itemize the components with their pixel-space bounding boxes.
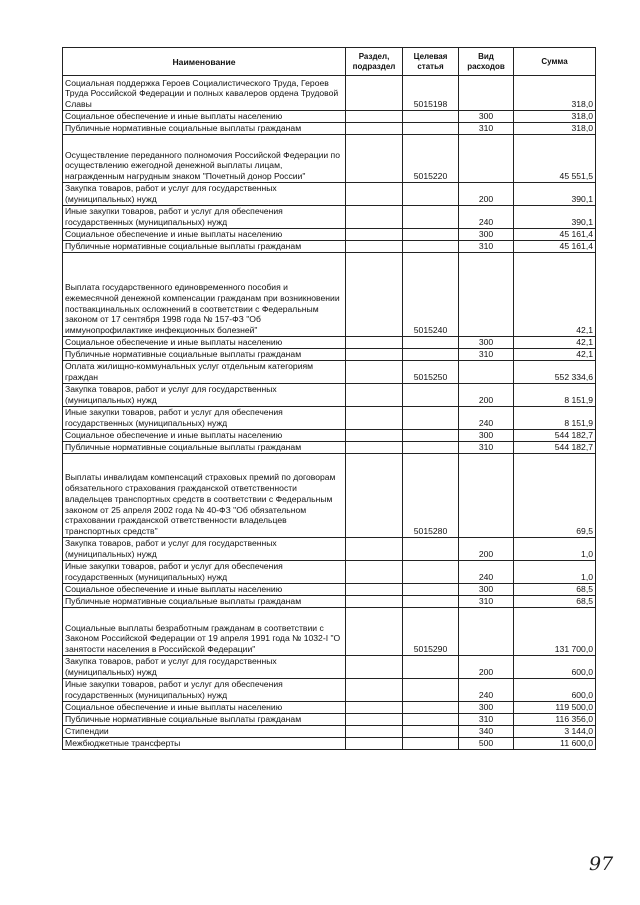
table-row: [63, 349, 596, 361]
cell-kind: [459, 253, 514, 337]
table-row: [63, 584, 596, 596]
cell-code: [403, 183, 459, 206]
table-row: [63, 384, 596, 407]
cell-code: 5015280: [403, 454, 459, 538]
cell-sum: 318,0: [514, 123, 596, 135]
cell-section: [346, 135, 403, 183]
cell-section: [346, 384, 403, 407]
cell-name: Публичные нормативные социальные выплаты гражданам: [63, 349, 346, 361]
header-name: Наименование: [63, 48, 346, 76]
cell-name: Публичные нормативные социальные выплаты гражданам: [63, 442, 346, 454]
table-row: [63, 430, 596, 442]
cell-kind: 240: [459, 407, 514, 430]
cell-name: Оплата жилищно-коммунальных услуг отдельным категориям граждан: [63, 361, 346, 384]
cell-name: Публичные нормативные социальные выплаты гражданам: [63, 596, 346, 608]
cell-section: [346, 656, 403, 679]
cell-name: Иные закупки товаров, работ и услуг для обеспечения государственных (муниципальных) нужд: [63, 561, 346, 584]
cell-name: Публичные нормативные социальные выплаты гражданам: [63, 123, 346, 135]
cell-code: [403, 111, 459, 123]
cell-code: [403, 561, 459, 584]
cell-name: Социальное обеспечение и иные выплаты населению: [63, 430, 346, 442]
cell-sum: 544 182,7: [514, 442, 596, 454]
cell-sum: 8 151,9: [514, 384, 596, 407]
cell-name: Выплата государственного единовременного пособия и ежемесячной денежной компенсации гражданам при возникновении поствакцинальных осложнений в соответствии с Федеральным законом от 17 сентября 1998 года № 157-ФЗ "Об иммунопрофилактике инфекционных болезней": [63, 253, 346, 337]
header-kind: Вид расходов: [459, 48, 514, 76]
cell-section: [346, 361, 403, 384]
header-sum: Сумма: [514, 48, 596, 76]
cell-kind: 300: [459, 584, 514, 596]
cell-section: [346, 714, 403, 726]
table-row: [63, 656, 596, 679]
cell-name: Осуществление переданного полномочия Российской Федерации по осуществлению ежегодной денежной выплаты лицам, награжденным нагрудным знаком "Почетный донор России": [63, 135, 346, 183]
cell-kind: 310: [459, 596, 514, 608]
cell-name: Социальное обеспечение и иные выплаты населению: [63, 584, 346, 596]
cell-section: [346, 561, 403, 584]
cell-kind: [459, 608, 514, 656]
cell-code: [403, 584, 459, 596]
cell-sum: 544 182,7: [514, 430, 596, 442]
table-row: [63, 442, 596, 454]
cell-section: [346, 253, 403, 337]
cell-name: Закупка товаров, работ и услуг для государственных (муниципальных) нужд: [63, 183, 346, 206]
cell-name: Социальные выплаты безработным гражданам в соответствии с Законом Российской Федерации от 19 апреля 1991 года № 1032-I "О занятости населения в Российской Федерации": [63, 608, 346, 656]
cell-name: Выплаты инвалидам компенсаций страховых премий по договорам обязательного страхования гражданской ответственности владельцев транспортных средств в соответствии с Федеральным законом от 25 апреля 2002 года № 40-ФЗ "Об обязательном страховании гражданской ответственности владельцев транспортных средств": [63, 454, 346, 538]
cell-sum: 45 551,5: [514, 135, 596, 183]
cell-section: [346, 679, 403, 702]
cell-code: [403, 349, 459, 361]
cell-kind: 300: [459, 337, 514, 349]
table-row: [63, 76, 596, 111]
cell-kind: 240: [459, 679, 514, 702]
cell-sum: 45 161,4: [514, 241, 596, 253]
cell-name: Иные закупки товаров, работ и услуг для обеспечения государственных (муниципальных) нужд: [63, 206, 346, 229]
cell-code: [403, 407, 459, 430]
cell-name: Закупка товаров, работ и услуг для государственных (муниципальных) нужд: [63, 384, 346, 407]
cell-kind: 340: [459, 726, 514, 738]
cell-sum: 11 600,0: [514, 738, 596, 750]
table-row: [63, 608, 596, 656]
cell-name: Стипендии: [63, 726, 346, 738]
cell-kind: 310: [459, 349, 514, 361]
cell-code: [403, 430, 459, 442]
cell-section: [346, 76, 403, 111]
cell-kind: 310: [459, 241, 514, 253]
cell-code: 5015220: [403, 135, 459, 183]
cell-name: Публичные нормативные социальные выплаты гражданам: [63, 241, 346, 253]
cell-name: Закупка товаров, работ и услуг для государственных (муниципальных) нужд: [63, 538, 346, 561]
table-row: [63, 538, 596, 561]
cell-code: [403, 229, 459, 241]
cell-section: [346, 596, 403, 608]
table-row: [63, 596, 596, 608]
cell-code: 5015250: [403, 361, 459, 384]
cell-kind: [459, 76, 514, 111]
cell-name: Социальное обеспечение и иные выплаты населению: [63, 337, 346, 349]
cell-code: [403, 538, 459, 561]
cell-kind: 500: [459, 738, 514, 750]
cell-name: Социальное обеспечение и иные выплаты населению: [63, 229, 346, 241]
cell-sum: 1,0: [514, 561, 596, 584]
cell-code: [403, 241, 459, 253]
cell-kind: 300: [459, 229, 514, 241]
table-row: [63, 229, 596, 241]
cell-code: 5015240: [403, 253, 459, 337]
cell-code: [403, 726, 459, 738]
header-section: Раздел, подраздел: [346, 48, 403, 76]
cell-sum: 318,0: [514, 76, 596, 111]
cell-code: [403, 738, 459, 750]
table-row: [63, 206, 596, 229]
cell-kind: 200: [459, 538, 514, 561]
cell-section: [346, 430, 403, 442]
cell-code: [403, 337, 459, 349]
cell-kind: [459, 361, 514, 384]
cell-name: Социальная поддержка Героев Социалистического Труда, Героев Труда Российской Федерации и полных кавалеров ордена Трудовой Славы: [63, 76, 346, 111]
cell-section: [346, 702, 403, 714]
header-target: Целевая статья: [403, 48, 459, 76]
cell-sum: 390,1: [514, 183, 596, 206]
cell-sum: 68,5: [514, 596, 596, 608]
cell-kind: 310: [459, 442, 514, 454]
cell-name: Закупка товаров, работ и услуг для государственных (муниципальных) нужд: [63, 656, 346, 679]
table-header-row: [63, 48, 596, 76]
cell-section: [346, 584, 403, 596]
cell-kind: [459, 454, 514, 538]
table-row: [63, 361, 596, 384]
table-row: [63, 561, 596, 584]
cell-sum: 1,0: [514, 538, 596, 561]
cell-section: [346, 111, 403, 123]
cell-sum: 116 356,0: [514, 714, 596, 726]
cell-name: Межбюджетные трансферты: [63, 738, 346, 750]
cell-name: Публичные нормативные социальные выплаты гражданам: [63, 714, 346, 726]
table-row: [63, 123, 596, 135]
cell-sum: 68,5: [514, 584, 596, 596]
cell-kind: 310: [459, 714, 514, 726]
table-row: [63, 111, 596, 123]
cell-kind: 300: [459, 430, 514, 442]
cell-section: [346, 738, 403, 750]
cell-kind: 200: [459, 183, 514, 206]
cell-kind: 200: [459, 384, 514, 407]
table-row: [63, 135, 596, 183]
cell-section: [346, 349, 403, 361]
cell-code: [403, 384, 459, 407]
cell-code: [403, 123, 459, 135]
cell-section: [346, 608, 403, 656]
cell-sum: 8 151,9: [514, 407, 596, 430]
cell-section: [346, 337, 403, 349]
cell-kind: 240: [459, 561, 514, 584]
cell-code: [403, 679, 459, 702]
cell-sum: 69,5: [514, 454, 596, 538]
cell-code: 5015198: [403, 76, 459, 111]
cell-section: [346, 229, 403, 241]
cell-kind: 310: [459, 123, 514, 135]
table-row: [63, 337, 596, 349]
cell-code: [403, 702, 459, 714]
table-row: [63, 183, 596, 206]
cell-name: Иные закупки товаров, работ и услуг для обеспечения государственных (муниципальных) нужд: [63, 679, 346, 702]
table-row: [63, 738, 596, 750]
table-row: [63, 702, 596, 714]
cell-section: [346, 454, 403, 538]
cell-code: [403, 206, 459, 229]
cell-sum: 318,0: [514, 111, 596, 123]
cell-kind: 300: [459, 702, 514, 714]
cell-section: [346, 206, 403, 229]
cell-section: [346, 183, 403, 206]
table-row: [63, 454, 596, 538]
cell-name: Социальное обеспечение и иные выплаты населению: [63, 702, 346, 714]
page-number: 97: [589, 853, 614, 875]
cell-kind: 240: [459, 206, 514, 229]
cell-sum: 390,1: [514, 206, 596, 229]
cell-sum: 600,0: [514, 656, 596, 679]
table-row: [63, 253, 596, 337]
budget-table: [62, 47, 596, 750]
cell-code: [403, 442, 459, 454]
cell-code: [403, 714, 459, 726]
cell-sum: 600,0: [514, 679, 596, 702]
table-row: [63, 679, 596, 702]
cell-name: Иные закупки товаров, работ и услуг для обеспечения государственных (муниципальных) нужд: [63, 407, 346, 430]
cell-section: [346, 538, 403, 561]
table-body: [63, 76, 596, 750]
table-row: [63, 726, 596, 738]
cell-kind: 300: [459, 111, 514, 123]
table-row: [63, 241, 596, 253]
cell-sum: 131 700,0: [514, 608, 596, 656]
cell-sum: 119 500,0: [514, 702, 596, 714]
cell-section: [346, 123, 403, 135]
cell-section: [346, 442, 403, 454]
cell-name: Социальное обеспечение и иные выплаты населению: [63, 111, 346, 123]
cell-section: [346, 407, 403, 430]
cell-code: 5015290: [403, 608, 459, 656]
cell-sum: 3 144,0: [514, 726, 596, 738]
cell-code: [403, 596, 459, 608]
cell-code: [403, 656, 459, 679]
cell-sum: 42,1: [514, 253, 596, 337]
cell-sum: 552 334,6: [514, 361, 596, 384]
cell-sum: 45 161,4: [514, 229, 596, 241]
cell-section: [346, 726, 403, 738]
table-row: [63, 407, 596, 430]
cell-sum: 42,1: [514, 349, 596, 361]
table-row: [63, 714, 596, 726]
cell-sum: 42,1: [514, 337, 596, 349]
cell-section: [346, 241, 403, 253]
cell-kind: [459, 135, 514, 183]
cell-kind: 200: [459, 656, 514, 679]
